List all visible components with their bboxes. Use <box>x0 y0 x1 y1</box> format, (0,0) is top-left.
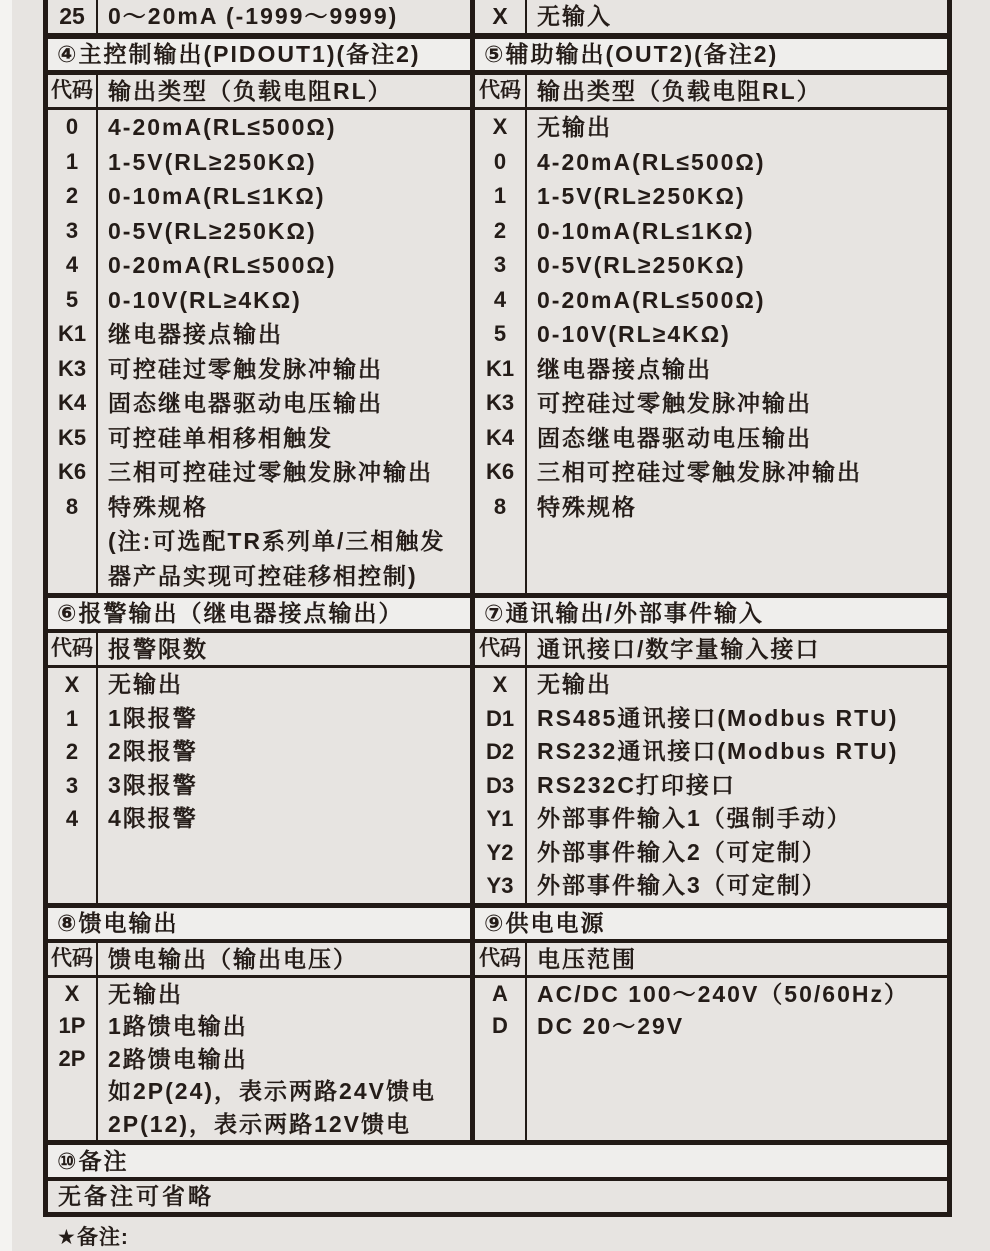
code-column-header: 代码 <box>51 947 93 970</box>
desc-cell: 1-5V(RL≥250KΩ) <box>537 183 746 209</box>
desc-list <box>98 668 470 903</box>
code-cell: 0 <box>493 148 507 174</box>
code-cell <box>48 559 96 594</box>
code-cell: X <box>64 981 80 1006</box>
desc-cell: 0-5V(RL≥250KΩ) <box>537 252 746 278</box>
table-row-input-25 <box>48 0 947 33</box>
page-left-margin <box>0 0 12 1251</box>
section-content <box>48 110 947 593</box>
code-cell: 2 <box>493 217 507 243</box>
code-column-header: 代码 <box>479 637 521 660</box>
desc-cell: 特殊规格 <box>537 493 637 520</box>
desc-cell: 2限报警 <box>108 738 198 765</box>
code-cell: A <box>492 981 508 1006</box>
code-cell: 3 <box>65 217 79 243</box>
desc-cell: 2P(12)，表示两路12V馈电 <box>108 1110 411 1137</box>
desc-cell: 1-5V(RL≥250KΩ) <box>108 148 317 175</box>
desc-cell: 0～20mA (-1999～9999) <box>108 3 399 29</box>
code-cell: K4 <box>57 390 87 415</box>
code-list <box>48 978 96 1140</box>
section-header-row <box>48 908 947 939</box>
section-alarm-comm <box>48 598 947 903</box>
desc-cell: 0-10mA(RL≤1KΩ) <box>537 217 755 244</box>
code-cell: 4 <box>65 806 79 832</box>
desc-list <box>527 978 947 1140</box>
desc-column-header: 通讯接口/数字量输入接口 <box>537 636 821 662</box>
desc-cell: 0-20mA(RL≤500Ω) <box>537 286 766 313</box>
code-cell: K3 <box>485 390 515 415</box>
desc-cell: 4-20mA(RL≤500Ω) <box>108 114 337 140</box>
code-column-header: 代码 <box>51 79 93 102</box>
code-cell: 2P <box>58 1045 86 1071</box>
desc-list <box>527 668 947 903</box>
desc-cell: 器产品实现可控硅移相控制) <box>108 562 418 589</box>
code-cell <box>48 1108 96 1140</box>
code-cell: 5 <box>65 286 79 312</box>
code-cell: 1 <box>65 705 79 731</box>
desc-column-header: 输出类型（负载电阻RL） <box>537 78 822 104</box>
code-list <box>475 668 525 903</box>
code-cell: 1 <box>493 183 507 208</box>
desc-cell: 固态继电器驱动电压输出 <box>108 390 383 416</box>
section9-title: ⑨供电电源 <box>484 910 606 936</box>
desc-cell: RS485通讯接口(Modbus RTU) <box>537 704 899 731</box>
horizontal-border <box>48 1212 947 1217</box>
desc-cell: (注:可选配TR系列单/三相触发 <box>108 528 446 554</box>
code-cell: 8 <box>493 493 507 519</box>
desc-cell: 0-10V(RL≥4KΩ) <box>108 286 302 313</box>
remark-note: 无备注可省略 <box>58 1183 214 1209</box>
desc-column-header: 报警限数 <box>108 636 208 662</box>
desc-cell: 无输出 <box>108 671 183 697</box>
column-header-row <box>48 943 947 975</box>
desc-cell: 无输出 <box>537 114 612 140</box>
desc-cell: 2路馈电输出 <box>108 1045 248 1072</box>
section4-title: ④主控制输出(PIDOUT1)(备注2) <box>57 41 421 67</box>
section-content <box>48 978 947 1140</box>
desc-cell: 外部事件输入1（强制手动） <box>537 805 852 832</box>
desc-cell: 三相可控硅过零触发脉冲输出 <box>108 459 433 485</box>
section-feed-power <box>48 908 947 1140</box>
code-cell: K3 <box>57 355 87 381</box>
section-main-aux-output <box>48 39 947 593</box>
column-header-row <box>48 75 947 107</box>
code-cell: K4 <box>485 424 515 450</box>
code-cell: X <box>64 672 80 697</box>
code-cell: 3 <box>493 252 507 277</box>
code-cell: Y2 <box>486 839 514 865</box>
desc-cell: 可控硅过零触发脉冲输出 <box>108 355 383 382</box>
desc-list <box>527 110 947 593</box>
desc-cell: 无输出 <box>108 981 183 1007</box>
desc-cell: DC 20～29V <box>537 1013 685 1040</box>
desc-cell: 无输入 <box>537 3 612 29</box>
code-cell: K6 <box>57 459 87 484</box>
desc-cell: 1限报警 <box>108 704 198 731</box>
code-cell: 8 <box>65 493 79 519</box>
desc-cell: 三相可控硅过零触发脉冲输出 <box>537 459 862 485</box>
desc-column-header: 电压范围 <box>537 946 637 972</box>
desc-column-header: 输出类型（负载电阻RL） <box>108 78 393 104</box>
code-cell: X <box>492 672 508 697</box>
desc-cell: 继电器接点输出 <box>108 321 283 347</box>
code-cell: K1 <box>57 321 87 346</box>
desc-cell: 0-20mA(RL≤500Ω) <box>108 252 337 278</box>
desc-cell: 4限报警 <box>108 805 198 832</box>
code-cell: X <box>492 3 508 29</box>
code-list <box>48 668 96 903</box>
desc-list <box>98 978 470 1140</box>
code-cell: 2 <box>65 183 79 208</box>
desc-cell: 3限报警 <box>108 771 198 798</box>
code-cell: 4 <box>493 286 507 312</box>
desc-cell: 0-5V(RL≥250KΩ) <box>108 217 317 244</box>
code-cell <box>48 524 96 559</box>
code-cell: 3 <box>65 772 79 798</box>
code-column-header: 代码 <box>51 637 93 660</box>
desc-column-header: 馈电输出（输出电压） <box>108 946 358 972</box>
code-column-header: 代码 <box>479 947 521 970</box>
code-cell: 0 <box>65 114 79 139</box>
code-cell: 1 <box>65 148 79 174</box>
section6-title: ⑥报警输出（继电器接点输出） <box>57 600 404 626</box>
desc-cell: 可控硅过零触发脉冲输出 <box>537 390 812 416</box>
code-list <box>48 110 96 593</box>
desc-cell: 固态继电器驱动电压输出 <box>537 424 812 451</box>
section10-title: ⑩备注 <box>48 1145 947 1177</box>
code-cell: D3 <box>485 772 515 798</box>
code-list <box>475 110 525 593</box>
code-cell <box>48 1075 96 1107</box>
desc-cell: RS232C打印接口 <box>537 771 736 798</box>
desc-cell: 外部事件输入2（可定制） <box>537 838 827 865</box>
section-header-row <box>48 39 947 70</box>
desc-cell: 可控硅单相移相触发 <box>108 424 333 451</box>
desc-cell: 0-10mA(RL≤1KΩ) <box>108 183 326 209</box>
desc-cell: 特殊规格 <box>108 493 208 520</box>
desc-list <box>98 110 470 593</box>
desc-cell: 0-10V(RL≥4KΩ) <box>537 321 731 347</box>
section-header-row <box>48 598 947 629</box>
section-content <box>48 668 947 903</box>
code-list <box>475 978 525 1140</box>
footnote-remark-label: ★备注: <box>57 1226 129 1249</box>
code-cell: K6 <box>485 459 515 484</box>
desc-cell: 如2P(24)，表示两路24V馈电 <box>108 1078 436 1105</box>
code-cell: 25 <box>59 3 85 29</box>
desc-cell: RS232通讯接口(Modbus RTU) <box>537 738 899 765</box>
desc-cell: 外部事件输入3（可定制） <box>537 872 827 899</box>
desc-cell: 继电器接点输出 <box>537 355 712 382</box>
code-cell: D <box>492 1013 508 1039</box>
desc-cell: 4-20mA(RL≤500Ω) <box>537 148 766 175</box>
code-cell: Y3 <box>486 873 514 899</box>
section5-title: ⑤辅助输出(OUT2)(备注2) <box>484 41 779 67</box>
desc-cell: 无输出 <box>537 671 612 697</box>
section8-title: ⑧馈电输出 <box>57 910 179 936</box>
code-cell: D1 <box>485 705 515 731</box>
desc-cell: 1路馈电输出 <box>108 1013 248 1040</box>
code-column-header: 代码 <box>479 79 521 102</box>
code-cell: 1P <box>58 1013 86 1039</box>
code-cell: 2 <box>65 739 79 765</box>
column-header-row <box>48 633 947 665</box>
section7-title: ⑦通讯输出/外部事件输入 <box>484 600 764 626</box>
ordering-spec-table <box>43 0 952 1217</box>
code-cell: X <box>492 114 508 139</box>
code-cell: K1 <box>485 355 515 381</box>
code-cell: 4 <box>65 252 79 277</box>
desc-cell: AC/DC 100～240V（50/60Hz） <box>537 981 909 1007</box>
code-cell: D2 <box>485 739 515 765</box>
code-cell: 5 <box>493 321 507 346</box>
code-cell: Y1 <box>486 806 514 832</box>
code-cell: K5 <box>57 424 87 450</box>
